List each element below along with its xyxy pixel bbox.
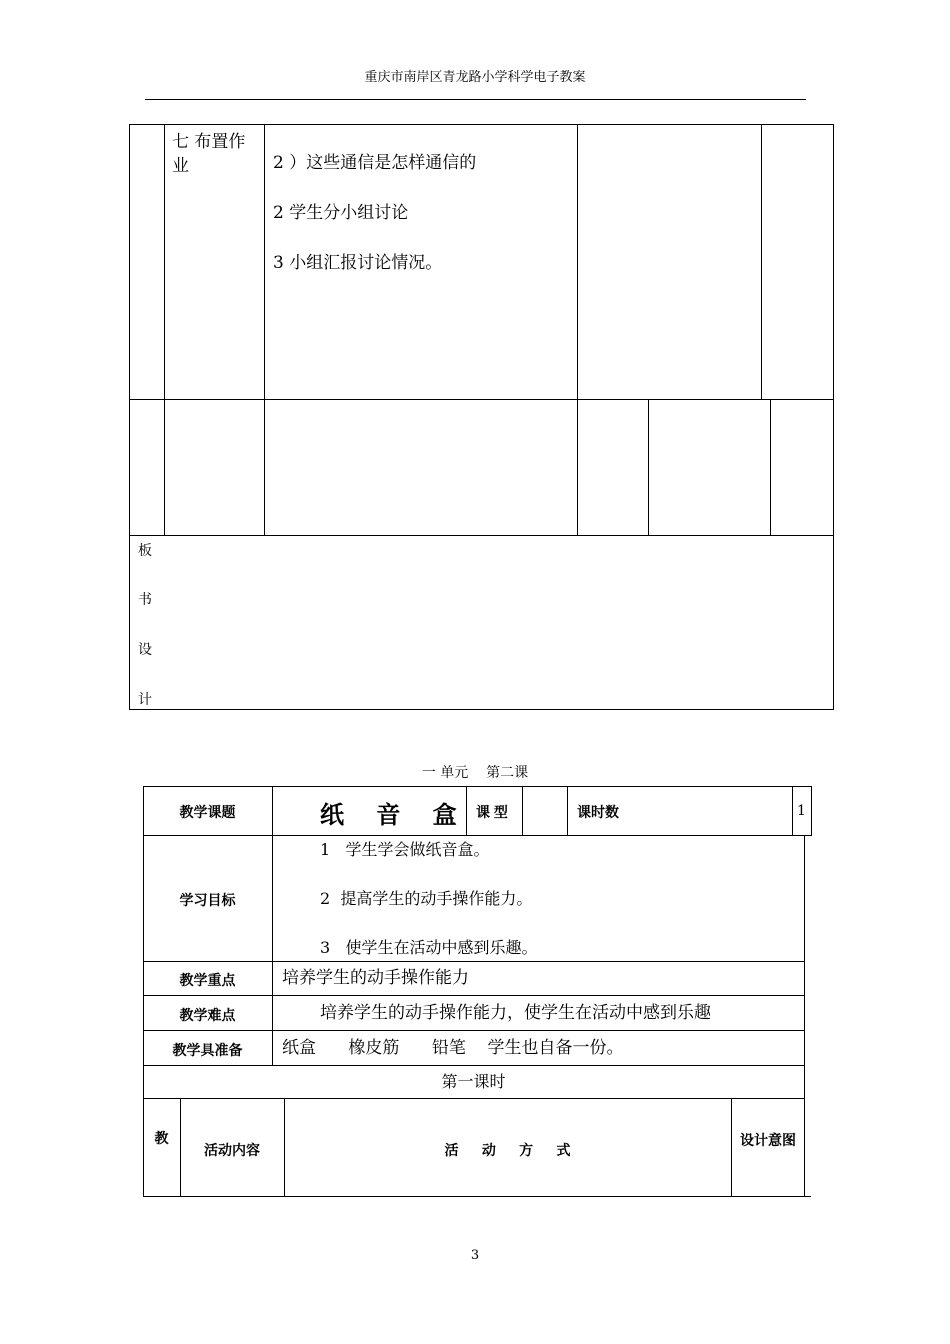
difficulty-label: 教学难点 <box>179 1007 236 1023</box>
activity-line: 3 小组汇报讨论情况。 <box>273 253 443 273</box>
upper-table-col-divider <box>264 124 265 535</box>
header-rule <box>145 99 806 100</box>
upper-table-row-divider <box>129 399 833 400</box>
lesson-table-col-divider <box>731 1098 732 1197</box>
lesson-table-top-border <box>143 786 812 787</box>
upper-table-top-border <box>129 124 833 125</box>
objective-item: 1 学生学会做纸音盒。 <box>320 840 490 859</box>
upper-table-col-divider <box>761 124 762 399</box>
lesson-table-row-divider <box>143 1098 804 1099</box>
lesson-table-row-divider <box>143 995 804 996</box>
activity-method-column-header: 活 动 方 式 <box>444 1142 571 1158</box>
upper-table-row-divider <box>129 535 833 536</box>
materials-label: 教学具准备 <box>172 1042 243 1058</box>
lesson-table-row-divider <box>143 961 804 962</box>
board-design-label: 板 <box>138 543 152 559</box>
lesson-table-row-divider <box>143 1030 804 1031</box>
lesson-table-col-divider <box>567 786 568 835</box>
lesson-table-right-border <box>804 835 805 1197</box>
board-design-label: 计 <box>138 692 152 708</box>
board-design-label: 书 <box>138 592 152 608</box>
period-title: 第一课时 <box>441 1072 506 1091</box>
board-design-label: 设 <box>138 642 152 658</box>
key-point-value: 培养学生的动手操作能力 <box>282 968 469 988</box>
upper-table-col-divider <box>648 399 649 535</box>
activity-line: 2 学生分小组讨论 <box>273 203 409 223</box>
materials-value: 纸盒 橡皮筋 铅笔 学生也自备一份。 <box>282 1038 624 1058</box>
lesson-table-col-divider <box>272 786 273 1065</box>
step-label: 七 布置作业 <box>172 132 246 176</box>
upper-table-col-divider <box>770 399 771 535</box>
activity-line: 2 ）这些通信是怎样通信的 <box>273 153 477 173</box>
objectives-label: 学习目标 <box>179 892 236 908</box>
lesson-topic-title: 纸 音 盒 <box>320 801 469 829</box>
lesson-table-row-divider <box>143 835 812 836</box>
teaching-column-header: 教 <box>154 1130 169 1146</box>
upper-table-left-border <box>129 124 130 710</box>
topic-label: 教学课题 <box>179 804 236 820</box>
upper-table-col-divider <box>577 124 578 535</box>
objective-item: 3 使学生在活动中感到乐趣。 <box>320 938 538 957</box>
page-number: 3 <box>470 1248 480 1263</box>
upper-table-right-border <box>833 124 834 710</box>
design-intent-column-header: 设计意图 <box>740 1132 796 1148</box>
unit-title: 一 单元 第二课 <box>421 765 529 781</box>
document-header: 重庆市南岸区青龙路小学科学电子教案 <box>364 70 586 85</box>
upper-table-bottom-border <box>129 709 833 710</box>
lesson-hours-label: 课时数 <box>577 804 619 820</box>
lesson-table-col-divider <box>792 786 793 835</box>
lesson-table-row-divider <box>143 1065 804 1066</box>
lesson-table-right-border <box>811 786 812 835</box>
difficulty-value: 培养学生的动手操作能力，使学生在活动中感到乐趣 <box>320 1003 711 1023</box>
upper-table-col-divider <box>164 124 165 535</box>
lesson-table-col-divider <box>522 786 523 835</box>
objective-item: 2 提高学生的动手操作能力。 <box>320 889 533 908</box>
activity-content-column-header: 活动内容 <box>204 1142 260 1158</box>
lesson-hours-value: 1 <box>797 803 806 819</box>
lesson-table-bottom-border <box>143 1196 811 1197</box>
lesson-type-label: 课 型 <box>476 804 508 820</box>
key-point-label: 教学重点 <box>179 972 236 988</box>
